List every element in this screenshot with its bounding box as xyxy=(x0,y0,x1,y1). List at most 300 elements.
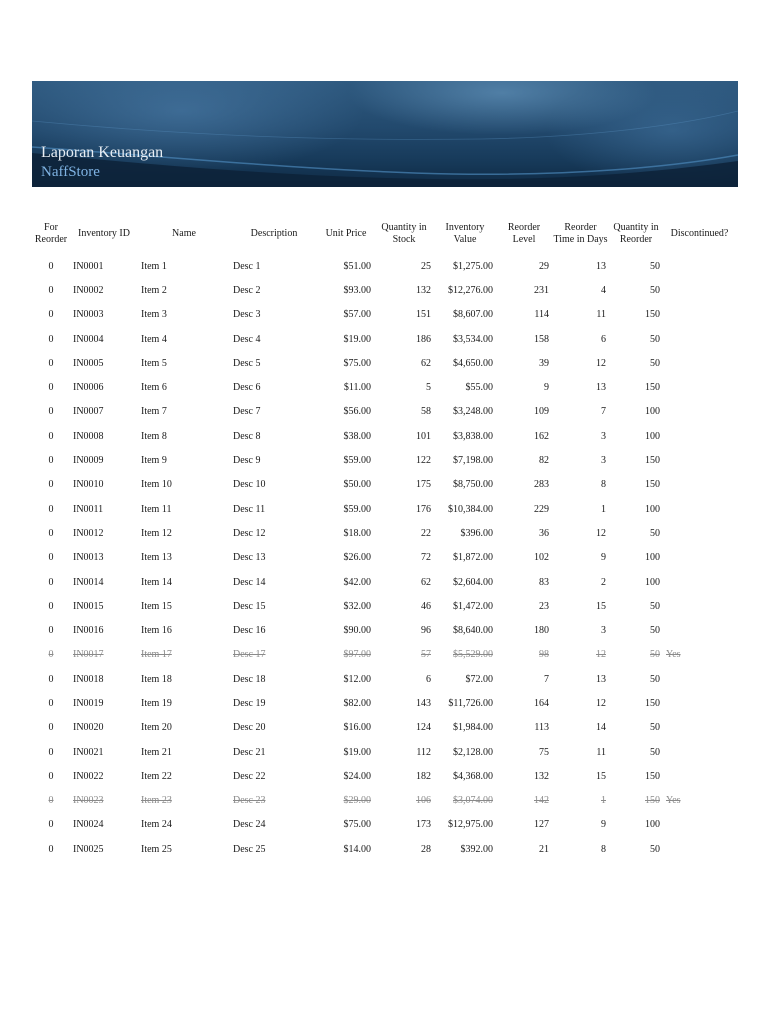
quantity-in-reorder-cell: 150 xyxy=(645,382,660,394)
for-reorder-cell: 0 xyxy=(48,430,54,442)
discontinued-cell xyxy=(663,254,736,278)
quantity-in-stock-cell: 46 xyxy=(421,600,431,612)
for-reorder-cell: 0 xyxy=(48,600,54,612)
inventory-id-cell: IN0018 xyxy=(73,673,104,685)
column-header[interactable]: Unit Price xyxy=(325,228,367,239)
name-cell: Item 6 xyxy=(141,382,167,394)
column-header[interactable]: Description xyxy=(250,228,298,239)
reorder-level-cell: 229 xyxy=(534,503,549,515)
inventory-value-cell: $1,275.00 xyxy=(453,260,493,272)
inventory-value-cell: $72.00 xyxy=(465,673,493,685)
inventory-value-cell: $3,838.00 xyxy=(453,430,493,442)
quantity-in-stock-cell: 62 xyxy=(421,357,431,369)
inventory-id-cell: IN0004 xyxy=(73,333,104,345)
table-row[interactable] xyxy=(32,691,736,715)
column-header[interactable]: Quantity in Reorder xyxy=(613,222,659,245)
table-row[interactable] xyxy=(32,667,736,691)
name-cell: Item 20 xyxy=(141,722,172,734)
unit-price-cell: $16.00 xyxy=(343,722,371,734)
quantity-in-stock-cell: 58 xyxy=(421,406,431,418)
quantity-in-reorder-cell: 50 xyxy=(650,527,660,539)
table-row[interactable] xyxy=(32,278,736,302)
inventory-id-cell: IN0008 xyxy=(73,430,104,442)
reorder-level-cell: 158 xyxy=(534,333,549,345)
discontinued-cell xyxy=(663,303,736,327)
quantity-in-reorder-cell: 50 xyxy=(650,600,660,612)
quantity-in-reorder-cell: 150 xyxy=(645,770,660,782)
store-name: NaffStore xyxy=(41,164,100,180)
description-cell: Desc 3 xyxy=(233,309,261,321)
unit-price-cell: $18.00 xyxy=(343,527,371,539)
quantity-in-reorder-cell: 100 xyxy=(645,819,660,831)
quantity-in-reorder-cell: 100 xyxy=(645,430,660,442)
reorder-time-cell: 12 xyxy=(596,649,606,661)
name-cell: Item 22 xyxy=(141,770,172,782)
quantity-in-reorder-cell: 150 xyxy=(645,309,660,321)
discontinued-cell xyxy=(663,400,736,424)
unit-price-cell: $19.00 xyxy=(343,333,371,345)
reorder-level-cell: 83 xyxy=(539,576,549,588)
for-reorder-cell: 0 xyxy=(48,406,54,418)
quantity-in-stock-cell: 176 xyxy=(416,503,431,515)
inventory-value-cell: $10,384.00 xyxy=(448,503,493,515)
quantity-in-stock-cell: 101 xyxy=(416,430,431,442)
description-cell: Desc 8 xyxy=(233,430,261,442)
inventory-id-cell: IN0002 xyxy=(73,284,104,296)
reorder-time-cell: 1 xyxy=(601,795,606,807)
name-cell: Item 17 xyxy=(141,649,172,661)
inventory-value-cell: $1,872.00 xyxy=(453,552,493,564)
reorder-level-cell: 113 xyxy=(534,722,549,734)
inventory-value-cell: $8,640.00 xyxy=(453,625,493,637)
name-cell: Item 19 xyxy=(141,697,172,709)
quantity-in-reorder-cell: 50 xyxy=(650,722,660,734)
reorder-level-cell: 36 xyxy=(539,527,549,539)
inventory-value-cell: $3,248.00 xyxy=(453,406,493,418)
reorder-time-cell: 8 xyxy=(601,843,606,855)
inventory-value-cell: $3,074.00 xyxy=(453,795,493,807)
table-row[interactable] xyxy=(32,618,736,642)
description-cell: Desc 18 xyxy=(233,673,266,685)
reorder-time-cell: 1 xyxy=(601,503,606,515)
unit-price-cell: $82.00 xyxy=(343,697,371,709)
name-cell: Item 10 xyxy=(141,479,172,491)
name-cell: Item 25 xyxy=(141,843,172,855)
unit-price-cell: $59.00 xyxy=(343,455,371,467)
quantity-in-reorder-cell: 150 xyxy=(645,795,660,807)
name-cell: Item 1 xyxy=(141,260,167,272)
unit-price-cell: $11.00 xyxy=(343,382,371,394)
inventory-value-cell: $2,604.00 xyxy=(453,576,493,588)
inventory-id-cell: IN0005 xyxy=(73,357,104,369)
description-cell: Desc 7 xyxy=(233,406,261,418)
inventory-id-cell: IN0001 xyxy=(73,260,104,272)
inventory-table xyxy=(32,214,736,861)
quantity-in-stock-cell: 112 xyxy=(416,746,431,758)
reorder-level-cell: 21 xyxy=(539,843,549,855)
quantity-in-stock-cell: 106 xyxy=(416,795,431,807)
quantity-in-reorder-cell: 100 xyxy=(645,552,660,564)
reorder-time-cell: 13 xyxy=(596,673,606,685)
reorder-level-cell: 9 xyxy=(544,382,549,394)
reorder-time-cell: 3 xyxy=(601,625,606,637)
discontinued-cell xyxy=(663,594,736,618)
inventory-value-cell: $1,984.00 xyxy=(453,722,493,734)
quantity-in-reorder-cell: 50 xyxy=(650,260,660,272)
table-row[interactable] xyxy=(32,303,736,327)
reorder-time-cell: 11 xyxy=(596,746,606,758)
for-reorder-cell: 0 xyxy=(48,309,54,321)
description-cell: Desc 23 xyxy=(233,795,266,807)
reorder-time-cell: 11 xyxy=(596,309,606,321)
reorder-level-cell: 162 xyxy=(534,430,549,442)
reorder-level-cell: 114 xyxy=(534,309,549,321)
reorder-level-cell: 82 xyxy=(539,455,549,467)
column-header[interactable]: Reorder Level xyxy=(507,222,541,245)
description-cell: Desc 20 xyxy=(233,722,266,734)
for-reorder-cell: 0 xyxy=(48,722,54,734)
reorder-time-cell: 15 xyxy=(596,770,606,782)
description-cell: Desc 21 xyxy=(233,746,266,758)
table-row[interactable] xyxy=(32,375,736,399)
column-header[interactable]: Reorder Time in Days xyxy=(553,222,608,245)
reorder-time-cell: 14 xyxy=(596,722,606,734)
inventory-value-cell: $4,368.00 xyxy=(453,770,493,782)
table-row[interactable] xyxy=(32,716,736,740)
header-banner xyxy=(32,81,738,187)
discontinued-cell xyxy=(663,473,736,497)
discontinued-cell xyxy=(663,837,736,861)
discontinued-cell xyxy=(663,764,736,788)
name-cell: Item 5 xyxy=(141,357,167,369)
reorder-level-cell: 164 xyxy=(534,697,549,709)
reorder-level-cell: 75 xyxy=(539,746,549,758)
discontinued-cell xyxy=(663,448,736,472)
quantity-in-stock-cell: 124 xyxy=(416,722,431,734)
column-header[interactable]: Discontinued? xyxy=(670,228,729,239)
reorder-level-cell: 39 xyxy=(539,357,549,369)
discontinued-cell xyxy=(663,691,736,715)
description-cell: Desc 14 xyxy=(233,576,266,588)
table-row[interactable] xyxy=(32,473,736,497)
for-reorder-cell: 0 xyxy=(48,284,54,296)
discontinued-cell xyxy=(663,497,736,521)
table-row[interactable] xyxy=(32,740,736,764)
table-row[interactable] xyxy=(32,837,736,861)
wave-graphic xyxy=(32,81,738,187)
inventory-id-cell: IN0014 xyxy=(73,576,104,588)
table-row[interactable] xyxy=(32,327,736,351)
inventory-id-cell: IN0024 xyxy=(73,819,104,831)
reorder-level-cell: 142 xyxy=(534,795,549,807)
reorder-level-cell: 98 xyxy=(539,649,549,661)
quantity-in-stock-cell: 173 xyxy=(416,819,431,831)
quantity-in-reorder-cell: 150 xyxy=(645,479,660,491)
table-row[interactable] xyxy=(32,570,736,594)
unit-price-cell: $93.00 xyxy=(343,284,371,296)
description-cell: Desc 6 xyxy=(233,382,261,394)
table-row[interactable] xyxy=(32,497,736,521)
unit-price-cell: $32.00 xyxy=(343,600,371,612)
description-cell: Desc 2 xyxy=(233,284,261,296)
inventory-id-cell: IN0015 xyxy=(73,600,104,612)
description-cell: Desc 11 xyxy=(233,503,266,515)
unit-price-cell: $24.00 xyxy=(343,770,371,782)
inventory-id-cell: IN0011 xyxy=(73,503,104,515)
discontinued-cell xyxy=(663,351,736,375)
unit-price-cell: $57.00 xyxy=(343,309,371,321)
quantity-in-stock-cell: 143 xyxy=(416,697,431,709)
discontinued-cell xyxy=(663,740,736,764)
inventory-value-cell: $55.00 xyxy=(465,382,493,394)
name-cell: Item 11 xyxy=(141,503,172,515)
report-title: Laporan Keuangan xyxy=(41,144,164,161)
description-cell: Desc 13 xyxy=(233,552,266,564)
quantity-in-stock-cell: 22 xyxy=(421,527,431,539)
unit-price-cell: $97.00 xyxy=(343,649,371,661)
for-reorder-cell: 0 xyxy=(48,382,54,394)
inventory-id-cell: IN0007 xyxy=(73,406,104,418)
for-reorder-cell: 0 xyxy=(48,673,54,685)
inventory-value-cell: $7,198.00 xyxy=(453,455,493,467)
reorder-time-cell: 13 xyxy=(596,260,606,272)
quantity-in-stock-cell: 28 xyxy=(421,843,431,855)
description-cell: Desc 17 xyxy=(233,649,266,661)
column-header[interactable]: Inventory Value xyxy=(445,222,485,245)
inventory-id-cell: IN0020 xyxy=(73,722,104,734)
quantity-in-stock-cell: 6 xyxy=(426,673,431,685)
reorder-time-cell: 4 xyxy=(601,284,606,296)
column-header[interactable]: Inventory ID xyxy=(78,228,130,239)
quantity-in-reorder-cell: 50 xyxy=(650,333,660,345)
description-cell: Desc 9 xyxy=(233,455,261,467)
inventory-value-cell: $5,529.00 xyxy=(453,649,493,661)
reorder-time-cell: 15 xyxy=(596,600,606,612)
quantity-in-reorder-cell: 50 xyxy=(650,843,660,855)
unit-price-cell: $42.00 xyxy=(343,576,371,588)
quantity-in-reorder-cell: 100 xyxy=(645,503,660,515)
inventory-value-cell: $392.00 xyxy=(460,843,493,855)
unit-price-cell: $14.00 xyxy=(343,843,371,855)
discontinued-cell: Yes xyxy=(666,795,681,807)
description-cell: Desc 16 xyxy=(233,625,266,637)
inventory-id-cell: IN0025 xyxy=(73,843,104,855)
for-reorder-cell: 0 xyxy=(48,576,54,588)
for-reorder-cell: 0 xyxy=(48,455,54,467)
reorder-time-cell: 2 xyxy=(601,576,606,588)
name-cell: Item 16 xyxy=(141,625,172,637)
reorder-level-cell: 283 xyxy=(534,479,549,491)
description-cell: Desc 12 xyxy=(233,527,266,539)
inventory-id-cell: IN0023 xyxy=(73,795,104,807)
unit-price-cell: $38.00 xyxy=(343,430,371,442)
table-row[interactable] xyxy=(32,764,736,788)
unit-price-cell: $56.00 xyxy=(343,406,371,418)
inventory-id-cell: IN0021 xyxy=(73,746,104,758)
table-row[interactable] xyxy=(32,424,736,448)
for-reorder-cell: 0 xyxy=(48,843,54,855)
description-cell: Desc 4 xyxy=(233,333,261,345)
quantity-in-reorder-cell: 50 xyxy=(650,649,660,661)
discontinued-cell xyxy=(663,618,736,642)
quantity-in-reorder-cell: 150 xyxy=(645,455,660,467)
reorder-time-cell: 9 xyxy=(601,552,606,564)
discontinued-cell xyxy=(663,570,736,594)
for-reorder-cell: 0 xyxy=(48,552,54,564)
reorder-time-cell: 12 xyxy=(596,527,606,539)
for-reorder-cell: 0 xyxy=(48,770,54,782)
column-header[interactable]: Name xyxy=(172,228,196,239)
reorder-time-cell: 3 xyxy=(601,430,606,442)
quantity-in-reorder-cell: 150 xyxy=(645,697,660,709)
column-header[interactable]: Quantity in Stock xyxy=(381,222,427,245)
quantity-in-stock-cell: 122 xyxy=(416,455,431,467)
quantity-in-stock-cell: 132 xyxy=(416,284,431,296)
reorder-time-cell: 13 xyxy=(596,382,606,394)
name-cell: Item 24 xyxy=(141,819,172,831)
inventory-id-cell: IN0013 xyxy=(73,552,104,564)
reorder-level-cell: 7 xyxy=(544,673,549,685)
inventory-value-cell: $11,726.00 xyxy=(448,697,493,709)
inventory-id-cell: IN0017 xyxy=(73,649,104,661)
discontinued-cell xyxy=(663,546,736,570)
unit-price-cell: $51.00 xyxy=(343,260,371,272)
table-row[interactable] xyxy=(32,351,736,375)
reorder-level-cell: 109 xyxy=(534,406,549,418)
table-row[interactable] xyxy=(32,643,736,667)
for-reorder-cell: 0 xyxy=(48,819,54,831)
name-cell: Item 21 xyxy=(141,746,172,758)
quantity-in-reorder-cell: 50 xyxy=(650,357,660,369)
table-row[interactable] xyxy=(32,789,736,813)
discontinued-cell xyxy=(663,375,736,399)
description-cell: Desc 22 xyxy=(233,770,266,782)
reorder-level-cell: 29 xyxy=(539,260,549,272)
quantity-in-reorder-cell: 100 xyxy=(645,406,660,418)
reorder-level-cell: 180 xyxy=(534,625,549,637)
for-reorder-cell: 0 xyxy=(48,503,54,515)
unit-price-cell: $59.00 xyxy=(343,503,371,515)
quantity-in-reorder-cell: 50 xyxy=(650,746,660,758)
reorder-time-cell: 6 xyxy=(601,333,606,345)
inventory-value-cell: $12,276.00 xyxy=(448,284,493,296)
table-row[interactable] xyxy=(32,594,736,618)
name-cell: Item 15 xyxy=(141,600,172,612)
quantity-in-reorder-cell: 50 xyxy=(650,284,660,296)
table-row[interactable] xyxy=(32,521,736,545)
description-cell: Desc 19 xyxy=(233,697,266,709)
name-cell: Item 3 xyxy=(141,309,167,321)
table-row[interactable] xyxy=(32,254,736,278)
description-cell: Desc 5 xyxy=(233,357,261,369)
unit-price-cell: $50.00 xyxy=(343,479,371,491)
name-cell: Item 23 xyxy=(141,795,172,807)
unit-price-cell: $90.00 xyxy=(343,625,371,637)
unit-price-cell: $75.00 xyxy=(343,357,371,369)
table-row[interactable] xyxy=(32,813,736,837)
name-cell: Item 18 xyxy=(141,673,172,685)
name-cell: Item 14 xyxy=(141,576,172,588)
inventory-value-cell: $2,128.00 xyxy=(453,746,493,758)
discontinued-cell: Yes xyxy=(666,649,681,661)
discontinued-cell xyxy=(663,278,736,302)
quantity-in-reorder-cell: 100 xyxy=(645,576,660,588)
for-reorder-cell: 0 xyxy=(48,333,54,345)
discontinued-cell xyxy=(663,424,736,448)
description-cell: Desc 10 xyxy=(233,479,266,491)
quantity-in-stock-cell: 57 xyxy=(421,649,431,661)
inventory-value-cell: $396.00 xyxy=(460,527,493,539)
name-cell: Item 12 xyxy=(141,527,172,539)
for-reorder-cell: 0 xyxy=(48,479,54,491)
discontinued-cell xyxy=(663,813,736,837)
for-reorder-cell: 0 xyxy=(48,527,54,539)
quantity-in-stock-cell: 175 xyxy=(416,479,431,491)
inventory-id-cell: IN0009 xyxy=(73,455,104,467)
quantity-in-stock-cell: 151 xyxy=(416,309,431,321)
reorder-level-cell: 132 xyxy=(534,770,549,782)
for-reorder-cell: 0 xyxy=(48,795,54,807)
table-row[interactable] xyxy=(32,400,736,424)
name-cell: Item 7 xyxy=(141,406,167,418)
for-reorder-cell: 0 xyxy=(48,260,54,272)
reorder-time-cell: 7 xyxy=(601,406,606,418)
discontinued-cell xyxy=(663,716,736,740)
table-row[interactable] xyxy=(32,448,736,472)
inventory-id-cell: IN0010 xyxy=(73,479,104,491)
inventory-value-cell: $12,975.00 xyxy=(448,819,493,831)
for-reorder-cell: 0 xyxy=(48,746,54,758)
table-body xyxy=(32,254,736,861)
inventory-value-cell: $4,650.00 xyxy=(453,357,493,369)
name-cell: Item 9 xyxy=(141,455,167,467)
discontinued-cell xyxy=(663,327,736,351)
name-cell: Item 2 xyxy=(141,284,167,296)
table-row[interactable] xyxy=(32,546,736,570)
inventory-value-cell: $3,534.00 xyxy=(453,333,493,345)
quantity-in-stock-cell: 25 xyxy=(421,260,431,272)
discontinued-cell xyxy=(663,667,736,691)
unit-price-cell: $26.00 xyxy=(343,552,371,564)
name-cell: Item 8 xyxy=(141,430,167,442)
inventory-value-cell: $8,607.00 xyxy=(453,309,493,321)
table-header-row xyxy=(32,214,736,254)
unit-price-cell: $12.00 xyxy=(343,673,371,685)
unit-price-cell: $75.00 xyxy=(343,819,371,831)
name-cell: Item 4 xyxy=(141,333,167,345)
inventory-id-cell: IN0006 xyxy=(73,382,104,394)
inventory-id-cell: IN0019 xyxy=(73,697,104,709)
unit-price-cell: $19.00 xyxy=(343,746,371,758)
inventory-id-cell: IN0022 xyxy=(73,770,104,782)
reorder-time-cell: 12 xyxy=(596,697,606,709)
reorder-level-cell: 127 xyxy=(534,819,549,831)
for-reorder-cell: 0 xyxy=(48,357,54,369)
unit-price-cell: $29.00 xyxy=(343,795,371,807)
reorder-time-cell: 9 xyxy=(601,819,606,831)
for-reorder-cell: 0 xyxy=(48,697,54,709)
reorder-time-cell: 3 xyxy=(601,455,606,467)
quantity-in-stock-cell: 182 xyxy=(416,770,431,782)
quantity-in-reorder-cell: 50 xyxy=(650,625,660,637)
description-cell: Desc 15 xyxy=(233,600,266,612)
quantity-in-stock-cell: 5 xyxy=(426,382,431,394)
quantity-in-stock-cell: 72 xyxy=(421,552,431,564)
column-header[interactable]: For Reorder xyxy=(34,222,68,245)
discontinued-cell xyxy=(663,521,736,545)
inventory-id-cell: IN0003 xyxy=(73,309,104,321)
for-reorder-cell: 0 xyxy=(48,649,54,661)
